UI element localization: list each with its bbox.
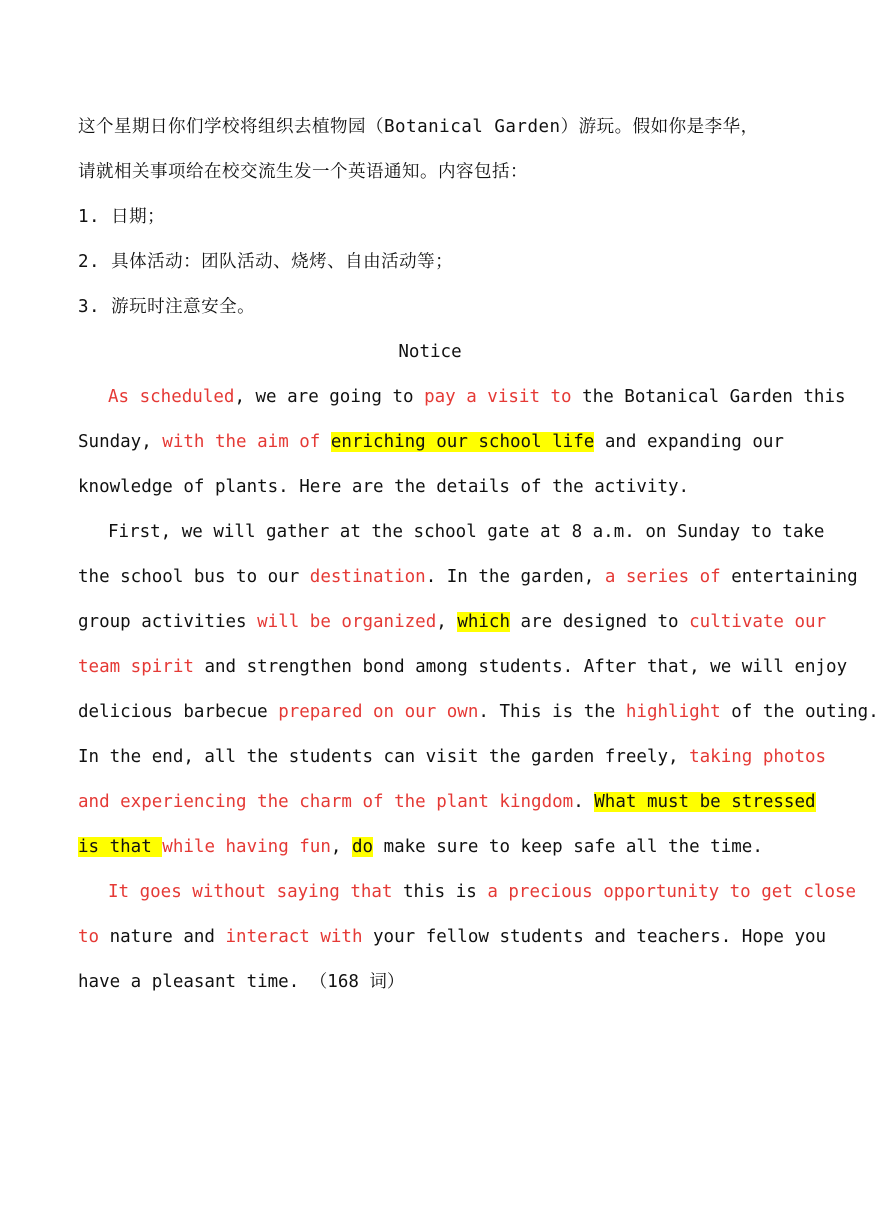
text-run: nature and [99, 927, 226, 947]
key-phrase: cultivate our [689, 612, 827, 632]
text-run: make sure to keep safe all the time. [373, 837, 763, 857]
notice-line [78, 555, 858, 600]
text-run: , [330, 837, 352, 857]
notice-line [78, 870, 857, 915]
notice-text [78, 375, 879, 1005]
key-phrase: It goes without saying that [108, 882, 393, 902]
key-phrase: a series of [604, 567, 721, 587]
notice-line [78, 690, 879, 735]
key-phrase: with the aim of [162, 432, 321, 452]
key-phrase: destination [309, 567, 426, 587]
notice-line [78, 375, 846, 420]
key-phrase: prepared on our own [278, 702, 479, 722]
text-run: knowledge of plants. Here are the details of the activity. [78, 477, 690, 497]
notice-line [78, 600, 827, 645]
text-run: First, we will gather at the school gate at 8 a.m. on Sunday to take [108, 522, 825, 542]
prompt-item-1: 1. 日期； [78, 207, 166, 227]
notice-line [78, 825, 782, 870]
text-run: , [436, 612, 458, 632]
text-run: are designed to [510, 612, 690, 632]
document-body [78, 105, 879, 1005]
notice-title: Notice [398, 342, 462, 362]
key-phrase: while having fun [162, 837, 331, 857]
key-phrase: pay a visit to [424, 387, 572, 407]
text-run: this is [392, 882, 488, 902]
text-run: your fellow students and teachers. Hope you [362, 927, 827, 947]
notice-line [78, 420, 782, 465]
text-run: . This is the [478, 702, 626, 722]
prompt-item-3: 3. 游玩时注意安全。 [78, 297, 256, 317]
key-phrase: will be organized [257, 612, 437, 632]
text-run: have a pleasant time. （168 词） [78, 972, 405, 992]
highlighted-phrase: What must be stressed [594, 792, 816, 812]
notice-line [78, 780, 816, 825]
text-run: the school bus to our [78, 567, 310, 587]
key-phrase: As scheduled [108, 387, 235, 407]
key-phrase: interact with [225, 927, 363, 947]
prompt-item-2: 2. 具体活动：团队活动、烧烤、自由活动等； [78, 252, 454, 272]
text-run: and expanding our [594, 432, 784, 452]
key-phrase: taking photos [689, 747, 827, 767]
highlighted-phrase: is that [78, 837, 163, 857]
key-phrase: highlight [625, 702, 721, 722]
notice-line [78, 960, 782, 1005]
text-run: entertaining [720, 567, 858, 587]
notice-line [78, 510, 825, 555]
prompt-line-1: 这个星期日你们学校将组织去植物园（Botanical Garden）游玩。假如你是李华， [78, 117, 759, 137]
notice-line [78, 465, 782, 510]
highlighted-phrase: which [457, 612, 511, 632]
text-run: . [573, 792, 595, 812]
notice-line [78, 915, 827, 960]
key-phrase: a precious opportunity to get close [487, 882, 857, 902]
notice-line [78, 645, 848, 690]
text-run: , we are going to [234, 387, 425, 407]
text-run: group activities [78, 612, 258, 632]
text-run: delicious barbecue [78, 702, 279, 722]
key-phrase: and experiencing the charm of the plant kingdom [78, 792, 574, 812]
prompt-line-2: 请就相关事项给在校交流生发一个英语通知。内容包括： [78, 162, 528, 182]
text-run [320, 432, 331, 452]
highlighted-phrase: enriching our school life [330, 432, 595, 452]
key-phrase: to [78, 927, 100, 947]
text-run: the Botanical Garden this [571, 387, 846, 407]
key-phrase: team spirit [78, 657, 194, 677]
text-run: of the outing. [720, 702, 879, 722]
text-run: Sunday, [78, 432, 163, 452]
highlighted-phrase: do [351, 837, 374, 857]
text-run: In the end, all the students can visit the garden freely, [78, 747, 690, 767]
notice-line [78, 735, 827, 780]
text-run: . In the garden, [425, 567, 605, 587]
text-run: and strengthen bond among students. After that, we will enjoy [193, 657, 848, 677]
